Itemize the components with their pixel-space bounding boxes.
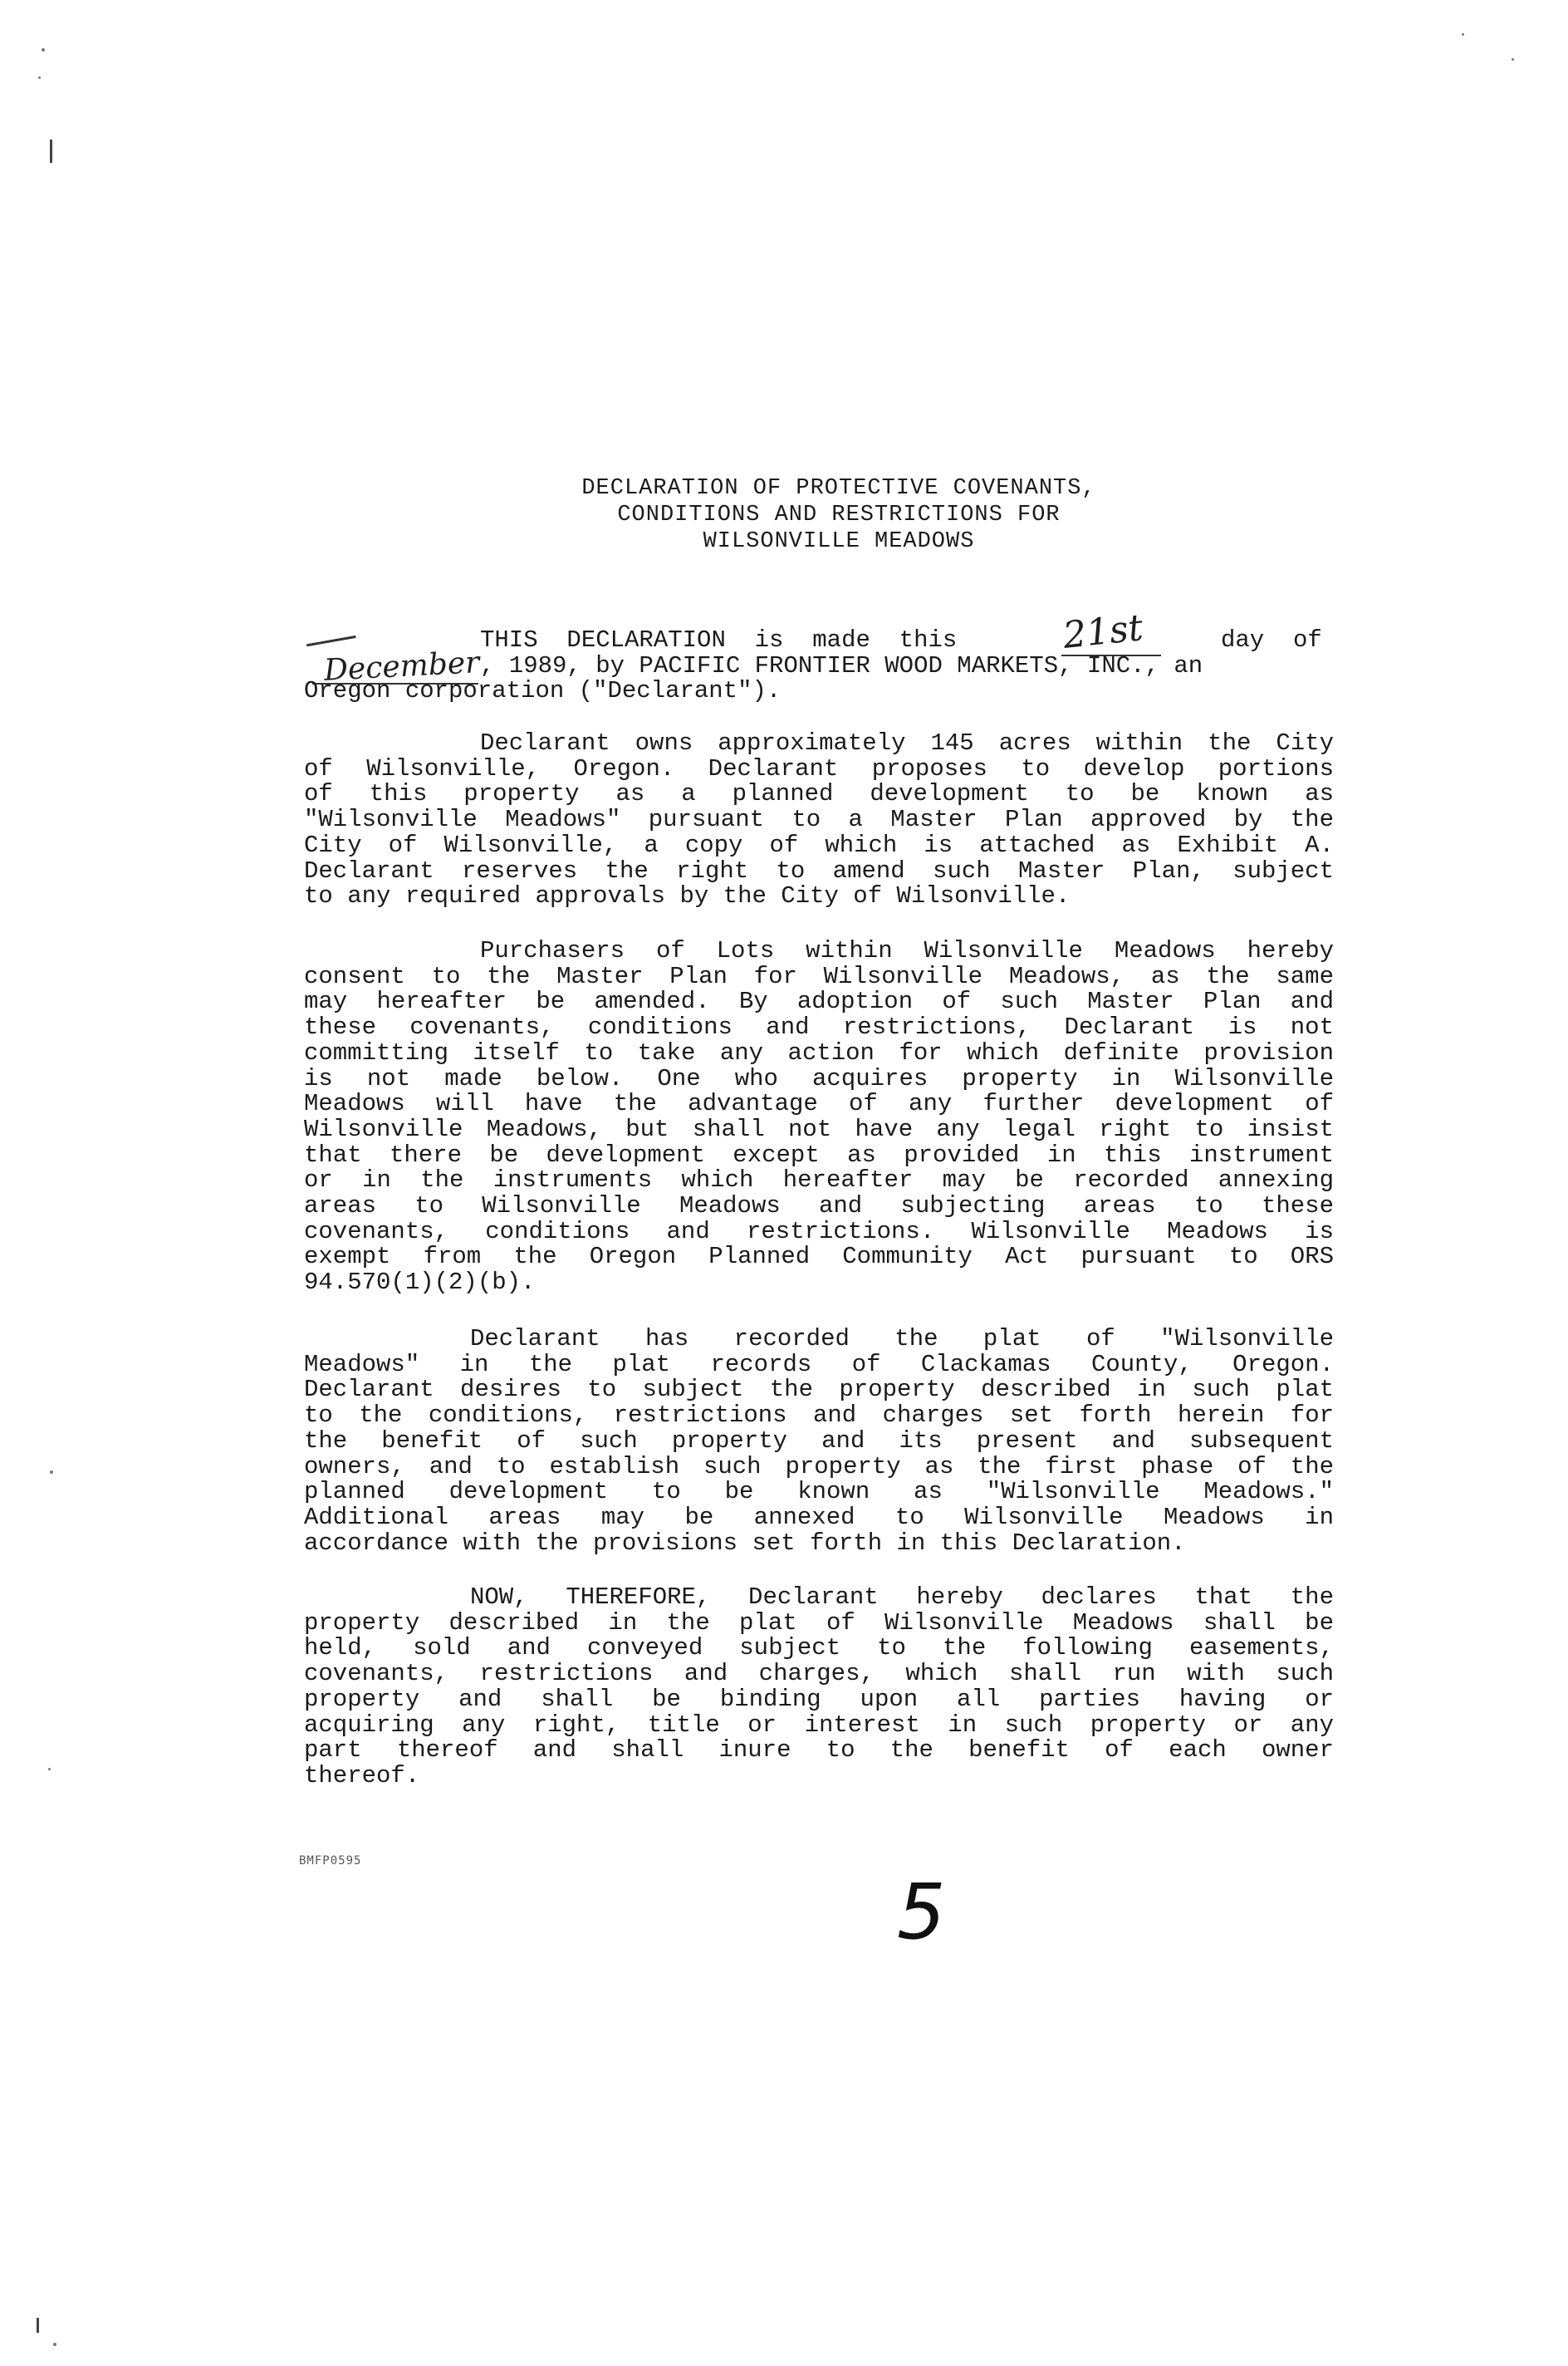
document-code: BMFP0595: [299, 1854, 362, 1868]
paragraph-line: Purchasers of Lots within Wilsonville Meadows hereby: [480, 937, 1334, 965]
paragraph-line: planned development to be known as "Wilsonville Meadows.": [304, 1478, 1334, 1506]
paragraph-line: acquiring any right, title or interest in such property or any: [304, 1711, 1334, 1739]
paragraph-line: Additional areas may be annexed to Wilsonville Meadows in: [304, 1503, 1334, 1531]
paragraph-line: Wilsonville Meadows, but shall not have any legal right to insist: [304, 1115, 1334, 1143]
intro-line-2-rest: , 1989, by PACIFIC FRONTIER WOOD MARKETS, INC., an: [480, 651, 1203, 680]
intro-line-1-suffix: day of: [1221, 626, 1322, 654]
scan-speck: [38, 76, 41, 79]
paragraph-line: consent to the Master Plan for Wilsonville Meadows, as the same: [304, 962, 1334, 990]
paragraph-line: Declarant has recorded the plat of "Wilsonville: [470, 1325, 1334, 1352]
paragraph-line: these covenants, conditions and restrictions, Declarant is not: [304, 1014, 1334, 1042]
title-line-1: DECLARATION OF PROTECTIVE COVENANTS,: [581, 476, 1096, 501]
document-title: [465, 475, 1213, 555]
paragraph-line: part thereof and shall inure to the benefit of each owner: [304, 1736, 1334, 1765]
paragraph-line: of Wilsonville, Oregon. Declarant proposes to develop portions: [304, 754, 1334, 783]
paragraph-line: to the conditions, restrictions and charges set forth herein for: [304, 1401, 1334, 1430]
paragraph-line: held, sold and conveyed subject to the following easements,: [304, 1634, 1334, 1662]
paragraph-line: Declarant owns approximately 145 acres within the City: [480, 729, 1334, 757]
scan-mark: [37, 2318, 39, 2333]
paragraph-line: property described in the plat of Wilsonville Meadows shall be: [304, 1608, 1334, 1637]
paragraph-purchasers: [304, 939, 1334, 1296]
scan-speck: [48, 1768, 51, 1770]
paragraph-ownership: [304, 731, 1334, 910]
scan-speck: [42, 48, 45, 52]
paragraph-line: covenants, restrictions and charges, which shall run with such: [304, 1660, 1334, 1688]
intro-line-1-prefix: THIS DECLARATION is made this: [480, 626, 958, 654]
paragraph-line: that there be development except as provided in this instrument: [304, 1141, 1334, 1169]
intro-line-3: Oregon corporation ("Declarant").: [304, 677, 782, 705]
paragraph-line: covenants, conditions and restrictions. Wilsonville Meadows is: [304, 1217, 1334, 1245]
page-number: 5: [897, 1868, 946, 1956]
paragraph-line: accordance with the provisions set forth in this Declaration.: [304, 1529, 1186, 1557]
paragraph-line: owners, and to establish such property as the first phase of the: [304, 1452, 1334, 1480]
intro-paragraph: [304, 628, 1334, 704]
paragraph-line: may hereafter be amended. By adoption of such Master Plan and: [304, 988, 1334, 1016]
paragraph-line: thereof.: [304, 1761, 420, 1789]
paragraph-line: to any required approvals by the City of Wilsonville.: [304, 882, 1071, 911]
paragraph-line: 94.570(1)(2)(b).: [304, 1269, 536, 1297]
scan-mark: [50, 140, 52, 163]
scan-speck: [53, 2343, 56, 2346]
paragraph-line: committing itself to take any action for which definite provision: [304, 1038, 1334, 1067]
paragraph-line: is not made below. One who acquires property in Wilsonville: [304, 1064, 1334, 1092]
paragraph-line: NOW, THEREFORE, Declarant hereby declares that the: [470, 1583, 1334, 1611]
paragraph-line: Declarant desires to subject the property described in such plat: [304, 1376, 1334, 1404]
paragraph-line: the benefit of such property and its present and subsequent: [304, 1426, 1334, 1455]
paragraph-line: property and shall be binding upon all parties having or: [304, 1685, 1334, 1713]
scan-speck: [1512, 58, 1514, 61]
scan-speck: [1462, 33, 1464, 36]
paragraph-plat: [304, 1327, 1334, 1556]
title-line-2: CONDITIONS AND RESTRICTIONS FOR: [617, 503, 1061, 528]
paragraph-line: Declarant reserves the right to amend such Master Plan, subject: [304, 857, 1334, 885]
paragraph-line: of this property as a planned development to be known as: [304, 780, 1334, 808]
intro-line-2: [304, 651, 1334, 680]
title-line-3: WILSONVILLE MEADOWS: [703, 529, 975, 554]
handwritten-month: December: [323, 645, 481, 688]
paragraph-line: "Wilsonville Meadows" pursuant to a Master Plan approved by the: [304, 806, 1334, 834]
paragraph-line: areas to Wilsonville Meadows and subjecting areas to these: [304, 1192, 1334, 1220]
paragraph-line: Meadows" in the plat records of Clackamas County, Oregon.: [304, 1350, 1334, 1378]
intro-line-1: [304, 628, 1334, 654]
paragraph-line: or in the instruments which hereafter may be recorded annexing: [304, 1166, 1334, 1195]
scan-speck: [50, 1470, 53, 1474]
paragraph-line: exempt from the Oregon Planned Community Act pursuant to ORS: [304, 1243, 1334, 1271]
handwritten-day: 21st: [1061, 606, 1145, 657]
paragraph-line: Meadows will have the advantage of any further development of: [304, 1090, 1334, 1118]
paragraph-now-therefore: [304, 1585, 1334, 1789]
paragraph-line: City of Wilsonville, a copy of which is attached as Exhibit A.: [304, 831, 1334, 859]
